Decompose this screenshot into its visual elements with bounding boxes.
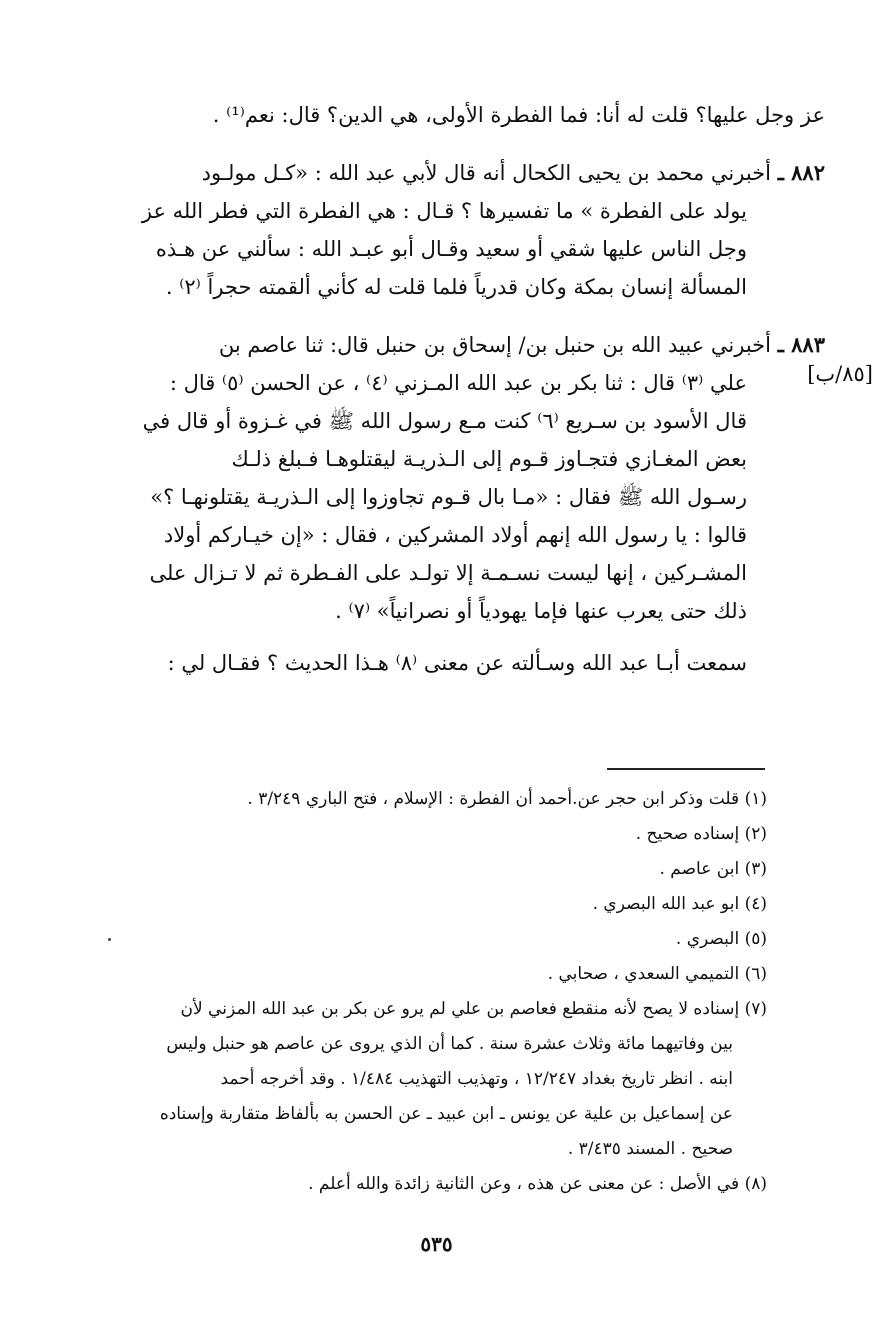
manuscript-folio-marker: [٨٥/ب] xyxy=(807,362,873,386)
entry-883 xyxy=(73,326,825,630)
footnote-7-line-3: ابنه . انظر تاريخ بغداد ١٢/٢٤٧ ، وتهذيب التهذيب ١/٤٨٤ . وقد أخرجه أحمد xyxy=(220,1069,733,1089)
footnote-4: (٤) ابو عبد الله البصري . xyxy=(592,894,767,914)
entry-883-line-7: المشـركين ، إنها ليست نسـمـة إلا تولـد على الفـطرة ثم لا تـزال على xyxy=(149,561,747,585)
footnote-7-line-2: بين وفاتيهما مائة وثلاث عشرة سنة . كما أن الذي يروى عن عاصم هو حنبل وليس xyxy=(166,1034,733,1054)
footnote-7-line-1: (٧) إسناده لا يصح لأنه منقطع فعاصم بن علي لم يرو عن بكر بن عبد الله المزني لأن xyxy=(180,999,767,1019)
entry-883-number: ٨٨٣ ـ xyxy=(777,332,825,357)
entry-883-line-2: علي ⁽٣⁾ قال : ثنا بكر بن عبد الله المـزني ⁽٤⁾ ، عن الحسن ⁽٥⁾ قال : xyxy=(169,371,747,395)
footnote-6: (٦) التميمي السعدي ، صحابي . xyxy=(547,964,767,984)
closing-line: سمعت أبـا عبد الله وسـألته عن معنى ⁽٨⁾ هـذا الحديث ؟ فقـال لي : xyxy=(167,651,747,675)
entry-883-line-3: قال الأسود بن سـريع ⁽٦⁾ كنت مـع رسول الله ﷺ في غـزوة أو قال في xyxy=(142,409,747,433)
carry-over-line: عز وجل عليها؟ قلت له أنا: فما الفطرة الأولى، هي الدين؟ قال: نعم⁽¹⁾ . xyxy=(212,103,825,127)
entry-882-line-3: وجل الناس عليها شقي أو سعيد وقـال أبو عبـد الله : سألني عن هـذه xyxy=(155,237,747,261)
entry-882-line-2: يولد على الفطرة » ما تفسيرها ؟ قـال : هي الفطرة التي فطر الله عز xyxy=(141,199,747,223)
footnote-8: (٨) في الأصل : عن معنى عن هذه ، وعن الثانية زائدة والله أعلم . xyxy=(308,1174,767,1194)
entry-883-line-4: بعض المغـازي فتجـاوز قـوم إلى الـذريـة ليقتلوهـا فـبلغ ذلـك xyxy=(231,447,747,471)
page-number: ٥٣٥ xyxy=(420,1232,453,1256)
entry-882 xyxy=(73,154,825,306)
footnote-7-line-4: عن إسماعيل بن علية عن يونس ـ ابن عبيد ـ عن الحسن به بألفاظ متقاربة وإسناده xyxy=(159,1104,733,1124)
footnote-separator xyxy=(607,768,765,770)
entry-882-line-1: ٨٨٢ ـ أخبرني محمد بن يحيى الكحال أنه قال لأبي عبد الله : «كـل مولـود xyxy=(201,160,825,185)
footnote-2: (٢) إسناده صحيح . xyxy=(635,824,767,844)
footnote-5: (٥) البصري . xyxy=(675,929,767,949)
entry-883-line-6: قالوا : يا رسول الله إنهم أولاد المشركين ، فقال : «إن خيـاركم أولاد xyxy=(163,523,747,547)
footnote-1: (١) قلت وذكر ابن حجر عن.أحمد أن الفطرة : الإسلام ، فتح الباري ٣/٢٤٩ . xyxy=(247,789,767,809)
entry-883-line-8: ذلك حتى يعرب عنها فإما يهودياً أو نصرانياً» ⁽٧⁾ . xyxy=(335,599,747,623)
entry-883-line-1: ٨٨٣ ـ أخبرني عبيد الله بن حنبل بن/ إسحاق بن حنبل قال: ثنا عاصم بن xyxy=(218,332,825,357)
entry-882-number: ٨٨٢ ـ xyxy=(777,160,825,185)
entry-883-line-5: رسـول الله ﷺ فقال : «مـا بال قـوم تجاوزوا إلى الـذريـة يقتلونهـا ؟» xyxy=(150,485,747,509)
main-text xyxy=(73,96,825,682)
print-speck xyxy=(108,938,111,941)
footnote-3: (٣) ابن عاصم . xyxy=(659,859,767,879)
entry-882-line-4: المسألة إنسان بمكة وكان قدرياً فلما قلت له كأني ألقمته حجراً ⁽٢⁾ . xyxy=(165,275,747,299)
footnote-7-line-5: صحيح . المسند ٣/٤٣٥ . xyxy=(567,1139,733,1159)
footnotes xyxy=(87,782,767,1202)
